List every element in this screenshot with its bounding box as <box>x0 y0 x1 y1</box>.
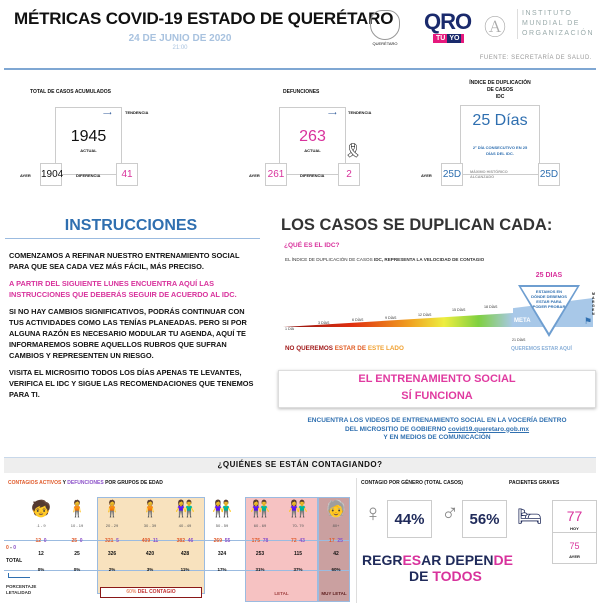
training-line: EL ENTRENAMIENTO SOCIAL <box>358 373 516 385</box>
death-count: 5 <box>116 538 119 544</box>
idc-max-value: 25D <box>538 163 560 186</box>
age-counts <box>204 538 240 544</box>
age-group-column <box>23 500 59 572</box>
current-idc: 25 DIAS <box>535 272 563 279</box>
instructions-paragraph: COMENZAMOS A REFINAR NUESTRO ENTRENAMIENTO SOCIAL PARA QUE SEA CADA VEZ MÁS FÁCIL, MÁS PRECISO. <box>9 251 240 271</box>
muy-letal-label: MUY LETAL <box>321 591 347 596</box>
hospital-bed-icon: 🛏 <box>517 506 543 528</box>
report-date: 24 DE JUNIO DE 2020 <box>128 33 232 44</box>
idc-section-title: LOS CASOS SE DUPLICAN CADA: <box>281 216 553 234</box>
slogan-part: TODOS <box>432 568 482 584</box>
idc-value: 25 Días <box>472 112 528 129</box>
age-counts <box>318 538 354 544</box>
slogan-part: DE <box>409 568 433 584</box>
scale-label: 21 DÍAS <box>512 338 526 342</box>
instructions-body <box>9 250 261 406</box>
cases-trend-label: TENDENCIA <box>125 110 149 115</box>
margen-label: MARGEN <box>592 292 595 316</box>
bad-text: ESTAR DE <box>334 345 368 352</box>
severe-today: 77 <box>566 508 583 524</box>
age-counts <box>280 538 316 544</box>
lethality-pct: 37% <box>293 567 303 572</box>
source-note: FUENTE: SECRETARÍA DE SALUD. <box>479 55 592 61</box>
age-range: .1 - 9 <box>36 523 46 528</box>
age-total: 324 <box>217 551 227 557</box>
person-icon: 🧒 <box>31 501 51 518</box>
bad-side-label <box>285 345 404 352</box>
active-count: 72 <box>291 538 297 544</box>
cases-ayer-value: 1904 <box>40 163 62 186</box>
bad-text: ESTE LADO <box>367 345 404 352</box>
contagion-share-box <box>100 587 202 598</box>
slogan-part: DE <box>493 552 513 568</box>
active-count: 175 <box>251 538 260 544</box>
active-count: 25 <box>71 538 77 544</box>
pct-label-line: LETALIDAD <box>6 590 32 595</box>
male-icon: ♂ <box>441 500 459 527</box>
age-total: 428 <box>180 551 190 557</box>
cases-ayer-label: AYER <box>20 173 31 178</box>
imo-line: MUNDIAL DE <box>522 20 580 27</box>
person-icon: 🧍 <box>140 501 160 518</box>
who-title: ¿QUIÉNES SE ESTÁN CONTAGIANDO? <box>217 460 383 469</box>
severe-today-label: HOY <box>570 526 579 531</box>
death-count: 25 <box>337 538 343 544</box>
person-icon: 👫 <box>288 501 308 518</box>
person-icon: 👫 <box>175 501 195 518</box>
idc-desc-bold: IDC, REPRESENTA LA VELOCIDAD DE CONTAGIO <box>373 257 485 262</box>
microsite-link[interactable]: covid19.queretaro.gob.mx <box>448 425 530 433</box>
age-group-column <box>59 500 95 572</box>
active-count: 321 <box>105 538 114 544</box>
trend-arrow-icon: ⟶ <box>103 111 112 117</box>
age-total: 420 <box>145 551 155 557</box>
age-subtitle <box>8 480 163 486</box>
sub-and: Y <box>61 480 68 486</box>
page-title: MÉTRICAS COVID-19 ESTADO DE QUERÉTARO <box>14 9 394 28</box>
slogan-part: AR DEPEN <box>421 552 494 568</box>
scale-label: 12 DÍAS <box>418 313 432 317</box>
age-total: 25 <box>74 551 80 557</box>
report-time: 21:00 <box>172 45 188 51</box>
note-line: Y EN MEDIOS DE COMUNICACIÓN <box>383 434 491 441</box>
divider <box>4 68 596 70</box>
lethality-pct: 11% <box>180 567 190 572</box>
deaths-ayer-label: AYER <box>249 173 260 178</box>
contagion-label: DEL CONTAGIO <box>137 589 176 595</box>
queretaro-seal-logo <box>370 10 400 40</box>
age-group-column <box>204 500 240 572</box>
zero-active: 0 <box>6 545 9 551</box>
note-line: DEL MICROSITIO DE GOBIERNO <box>344 425 449 433</box>
instructions-paragraph: A PARTIR DEL SIGUIENTE LUNES ENCUENTRA AQUÍ LAS INSTRUCCIONES QUE DEBERÁS SEGUIR DE ACUERDO AL IDC. <box>9 279 237 299</box>
male-pct: 56% <box>462 500 507 538</box>
imo-logo-icon: Ⓐ <box>484 15 507 40</box>
death-count: 11 <box>152 538 159 544</box>
active-count: 12 <box>35 538 41 544</box>
sub-active: CONTAGIOS ACTIVOS <box>8 480 62 486</box>
active-count: 269 <box>213 538 222 544</box>
imo-line: ORGANIZACIÓN <box>522 30 595 37</box>
lethality-pct: 0% <box>73 567 81 572</box>
gender-title: CONTAGIO POR GÉNERO (TOTAL CASOS) <box>361 480 463 486</box>
age-range: 30 - 39 <box>143 523 157 528</box>
idc-ayer-value: 25D <box>441 163 463 186</box>
death-count: 43 <box>299 538 305 544</box>
cases-value: 1945 <box>70 128 107 145</box>
instructions-paragraph: VISITA EL MICROSITIO TODOS LOS DÍAS APENAS TE LEVANTES, VERIFICA EL IDC Y SIGUE LAS RECOMENDACIONES QUE TENEMOS PARA TI. <box>9 368 254 399</box>
severe-yesterday-label: AYER <box>569 554 580 559</box>
scale-label: 1 DÍA <box>285 327 294 331</box>
age-group-column <box>132 500 168 572</box>
idc-label-line: IDC <box>495 94 505 100</box>
active-count: 17 <box>329 538 335 544</box>
divider <box>5 238 260 239</box>
age-counts <box>59 538 95 544</box>
note-line: ENCUENTRA LOS VIDEOS DE ENTRENAMIENTO SOCIAL EN LA VOCERÍA DENTRO <box>307 417 567 424</box>
age-range: 70- 79 <box>292 523 304 528</box>
deaths-trend-label: TENDENCIA <box>348 110 372 115</box>
severe-title: PACIENTES GRAVES <box>509 480 560 486</box>
person-icon: 🧍 <box>102 501 122 518</box>
death-count: 0 <box>79 538 83 544</box>
idc-note <box>460 145 540 157</box>
letal-label: LETAL <box>274 591 289 596</box>
age-total: 253 <box>255 551 265 557</box>
scale-label: 18 DÍAS <box>484 305 498 309</box>
good-side-label: QUEREMOS ESTAR AQUÍ <box>511 346 572 352</box>
scale-label: 6 DÍAS <box>352 318 364 322</box>
training-banner <box>278 370 596 408</box>
deaths-diff-label: DIFERENCIA <box>300 173 325 178</box>
person-icon: 🧍 <box>67 501 87 518</box>
mourning-ribbon-icon: 🎗 <box>344 142 362 158</box>
yo-text: YO <box>449 35 460 42</box>
idc-max-line: ALCANZADO <box>470 175 495 179</box>
age-group-column <box>280 500 316 572</box>
person-icon: 🧓 <box>326 501 346 518</box>
active-count: 382 <box>176 538 185 544</box>
idc-desc-text: EL ÍNDICE DE DUPLICACIÓN DE CASOS <box>285 257 374 262</box>
idc-note-line: DÍAS DEL IDC. <box>486 151 514 156</box>
idc-label-line: ÍNDICE DE DUPLICACIÓN <box>469 80 531 86</box>
pct-label-line: PORCENTAJE <box>6 584 37 589</box>
scale-label: 9 DÍAS <box>385 316 397 320</box>
idc-question: ¿QUÉ ES EL IDC? <box>284 242 340 249</box>
meta-label: META <box>514 318 531 324</box>
lethality-pct: 17% <box>217 567 227 572</box>
callout-text: ESTAMOS EN DÓNDE DEBEMOS ESTAR PARA PODER PROBAR <box>531 289 567 309</box>
lethality-pct: 2% <box>108 567 116 572</box>
deaths-value: 263 <box>299 128 326 145</box>
age-group-column <box>167 500 203 572</box>
zero-deaths: 0 <box>13 545 17 551</box>
idc-max-label <box>470 170 508 180</box>
age-range: 10 - 19 <box>70 523 84 528</box>
idc-ayer-label: AYER <box>421 173 432 178</box>
queretaro-logo-text: QUERÉTARO <box>372 41 398 46</box>
lethality-pct: 60% <box>331 567 341 572</box>
age-range: 20 - 29 <box>105 523 119 528</box>
idc-description <box>285 257 484 262</box>
person-icon: 👫 <box>212 501 232 518</box>
sub-deaths: DEFUNCIONES <box>67 480 104 486</box>
lethality-pct: 31% <box>255 567 265 572</box>
sub-rest: POR GRUPOS DE EDAD <box>103 480 163 486</box>
tuyo-logo <box>433 34 464 43</box>
age-range: 60 - 69 <box>253 523 267 528</box>
active-count: 409 <box>141 538 151 544</box>
training-line: SÍ FUNCIONA <box>401 390 473 402</box>
idc-label <box>440 80 560 101</box>
age-counts <box>242 538 278 544</box>
age-range: 80+ <box>332 523 340 528</box>
age-range: 50 - 59 <box>215 523 229 528</box>
age-total: 12 <box>38 551 44 557</box>
age-group-column <box>318 500 354 572</box>
person-icon: 👫 <box>250 501 270 518</box>
training-videos-note <box>278 417 596 443</box>
age-range: 40 - 49 <box>178 523 192 528</box>
idc-max-line: MÁXIMO HISTÓRICO <box>470 170 508 174</box>
age-group-column <box>94 500 130 572</box>
deaths-ayer-value: 261 <box>265 163 287 186</box>
death-count: 55 <box>224 538 231 544</box>
death-count: 46 <box>187 538 194 544</box>
total-label: TOTAL <box>6 558 23 564</box>
female-icon: ♀ <box>364 500 382 527</box>
deaths-diff-value: 2 <box>338 163 360 186</box>
deaths-label: DEFUNCIONES <box>283 89 320 95</box>
slogan-part: ES <box>402 552 422 568</box>
death-count: 78 <box>262 538 269 544</box>
age-total: 115 <box>293 551 303 557</box>
contagion-pct: 60% <box>126 589 137 595</box>
age-total: 326 <box>107 551 117 557</box>
trend-arrow-icon: ⟶ <box>328 111 337 117</box>
deaths-actual-label: ACTUAL <box>304 148 321 153</box>
age-counts <box>23 538 59 544</box>
imo-line: INSTITUTO <box>522 10 573 17</box>
flag-icon: ⚑ <box>584 316 593 326</box>
slogan-part: REGR <box>362 552 403 568</box>
death-count: 0 <box>43 538 47 544</box>
age-total: 42 <box>333 551 339 557</box>
cases-diff-label: DIFERENCIA <box>76 173 101 178</box>
scale-label: 15 DÍAS <box>452 308 466 312</box>
bad-text: NO QUEREMOS <box>285 345 335 352</box>
slogan <box>362 552 513 584</box>
age-group-column <box>242 500 278 572</box>
arrow-icon <box>8 573 30 578</box>
severe-yesterday: 75 <box>569 541 580 551</box>
divider <box>552 532 597 533</box>
cases-label: TOTAL DE CASOS ACUMULADOS <box>30 89 111 95</box>
qro-logo: QRO <box>424 9 472 34</box>
cases-actual-label: ACTUAL <box>80 148 97 153</box>
tu-text: TÚ <box>436 35 446 42</box>
zero-row: 0 - 0 <box>6 545 17 551</box>
divider <box>356 478 357 603</box>
pct-label <box>6 584 36 596</box>
age-counts <box>167 538 203 544</box>
idc-note-line: 2° DÍA CONSECUTIVO EN 25 <box>472 145 528 150</box>
age-counts <box>94 538 130 544</box>
lethality-pct: 3% <box>146 567 154 572</box>
female-pct: 44% <box>387 500 432 538</box>
instructions-title: INSTRUCCIONES <box>64 217 198 234</box>
cases-diff-value: 41 <box>116 163 138 186</box>
idc-label-line: DE CASOS <box>486 87 514 93</box>
instructions-paragraph: SI NO HAY CAMBIOS SIGNIFICATIVOS, PODRÁS CONTINUAR CON TUS ACTIVIDADES COMO LAS TENÍAS PLANEADAS. PERO SI POR ALGUNA RAZÓN ES NECESARIO MODULAR TU AGENDA, AQUÍ TE INFORMAREMOS SOBRE AQUELLOS RUBROS QUE SUFRAN CAMBIOS Y REPRESENTEN UN RIESGO. <box>9 307 247 360</box>
imo-logo <box>517 9 594 39</box>
lethality-pct: 0% <box>37 567 45 572</box>
age-counts <box>132 538 168 544</box>
scale-label: 3 DÍAS <box>318 321 330 325</box>
